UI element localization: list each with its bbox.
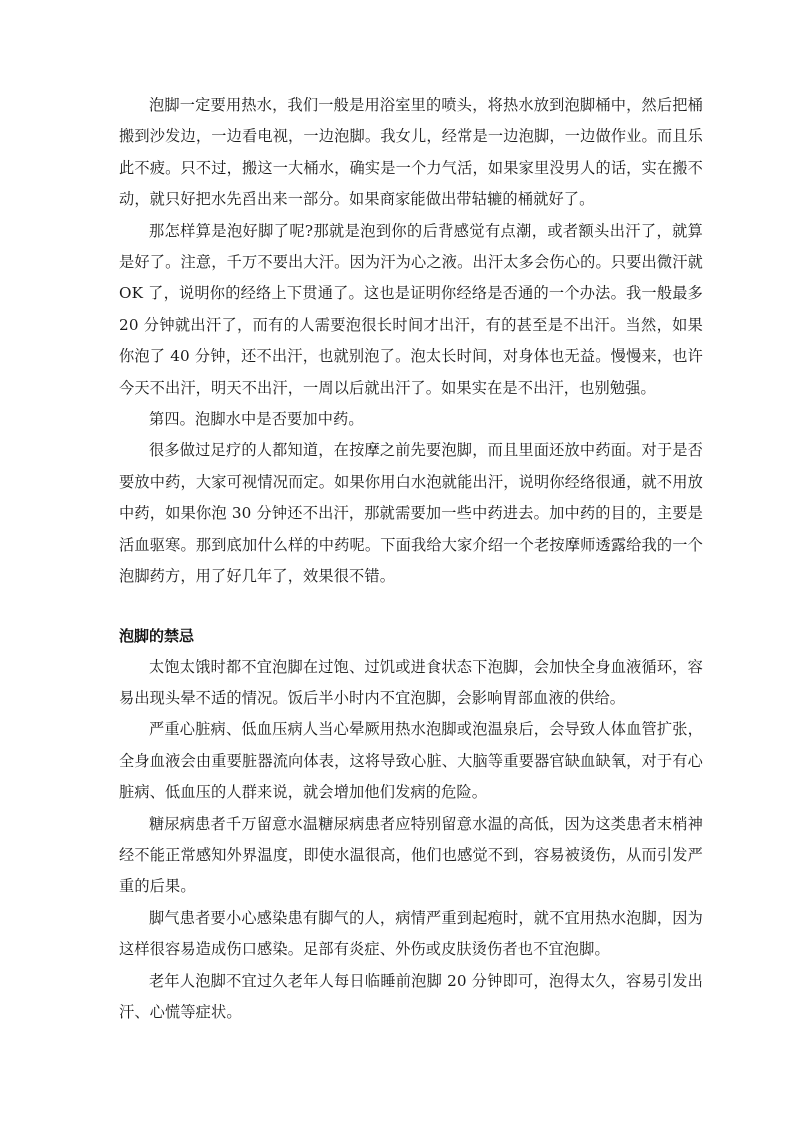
document-page xyxy=(119,90,703,1028)
section-spacer xyxy=(119,593,703,621)
section-paragraph-2: 严重心脏病、低血压病人当心晕厥用热水泡脚或泡温泉后，会导致人体血管扩张，全身血液会由重要脏器流向体表，这将导致心脏、大脑等重要器官缺血缺氧，对于有心脏病、低血压的人群来说，就会增加他们发病的危险。 xyxy=(119,720,703,802)
intro-paragraph-3: 第四。泡脚水中是否要加中药。 xyxy=(149,410,364,429)
section-paragraph-5: 老年人泡脚不宜过久老年人每日临睡前泡脚 20 分钟即可，泡得太久，容易引发出汗、心慌等症状。 xyxy=(119,971,703,1021)
section-paragraph-4: 脚气患者要小心感染患有脚气的人，病情严重到起疱时，就不宜用热水泡脚，因为这样很容易造成伤口感染。足部有炎症、外伤或皮肤烫伤者也不宜泡脚。 xyxy=(119,908,703,959)
section-paragraph-1: 太饱太饿时都不宜泡脚在过饱、过饥或进食状态下泡脚，会加快全身血液循环，容易出现头晕不适的情况。饭后半小时内不宜泡脚，会影响胃部血液的供给。 xyxy=(119,657,703,707)
intro-paragraph-2: 那怎样算是泡好脚了呢?那就是泡到你的后背感觉有点潮，或者额头出汗了，就算是好了。注意，千万不要出大汗。因为汗为心之液。出汗太多会伤心的。只要出微汗就 OK 了，说明你的经络上下贯通了。这也是证明你经络是否通的一个办法。我一般最多 20 分钟就出汗了，而有的人需要泡很长时间才出汗，有的甚至是不出汗。当然，如果你泡了 40 分钟，还不出汗，也就别泡了。泡太长时间，对身体也无益。慢慢来，也许今天不出汗，明天不出汗，一周以后就出汗了。如果实在是不出汗，也别勉强。 xyxy=(119,221,703,397)
section-paragraph-3: 糖尿病患者千万留意水温糖尿病患者应特别留意水温的高低，因为这类患者末梢神经不能正常感知外界温度，即使水温很高，他们也感觉不到，容易被烫伤，从而引发严重的后果。 xyxy=(119,814,703,896)
intro-paragraph-1: 泡脚一定要用热水，我们一般是用浴室里的喷头，将热水放到泡脚桶中，然后把桶搬到沙发边，一边看电视，一边泡脚。我女儿，经常是一边泡脚，一边做作业。而且乐此不疲。只不过，搬这一大桶水，确实是一个力气活，如果家里没男人的话，实在搬不动，就只好把水先舀出来一部分。如果商家能做出带轱辘的桶就好了。 xyxy=(119,96,703,209)
section-heading: 泡脚的禁忌 xyxy=(119,626,195,645)
intro-paragraph-4: 很多做过足疗的人都知道，在按摩之前先要泡脚，而且里面还放中药面。对于是否要放中药，大家可视情况而定。如果你用白水泡就能出汗，说明你经络很通，就不用放中药，如果你泡 30 分钟还不出汗，那就需要加一些中药进去。加中药的目的，主要是活血驱寒。那到底加什么样的中药呢。下面我给大家介绍一个老按摩师透露给我的一个泡脚药方，用了好几年了，效果很不错。 xyxy=(119,441,703,586)
